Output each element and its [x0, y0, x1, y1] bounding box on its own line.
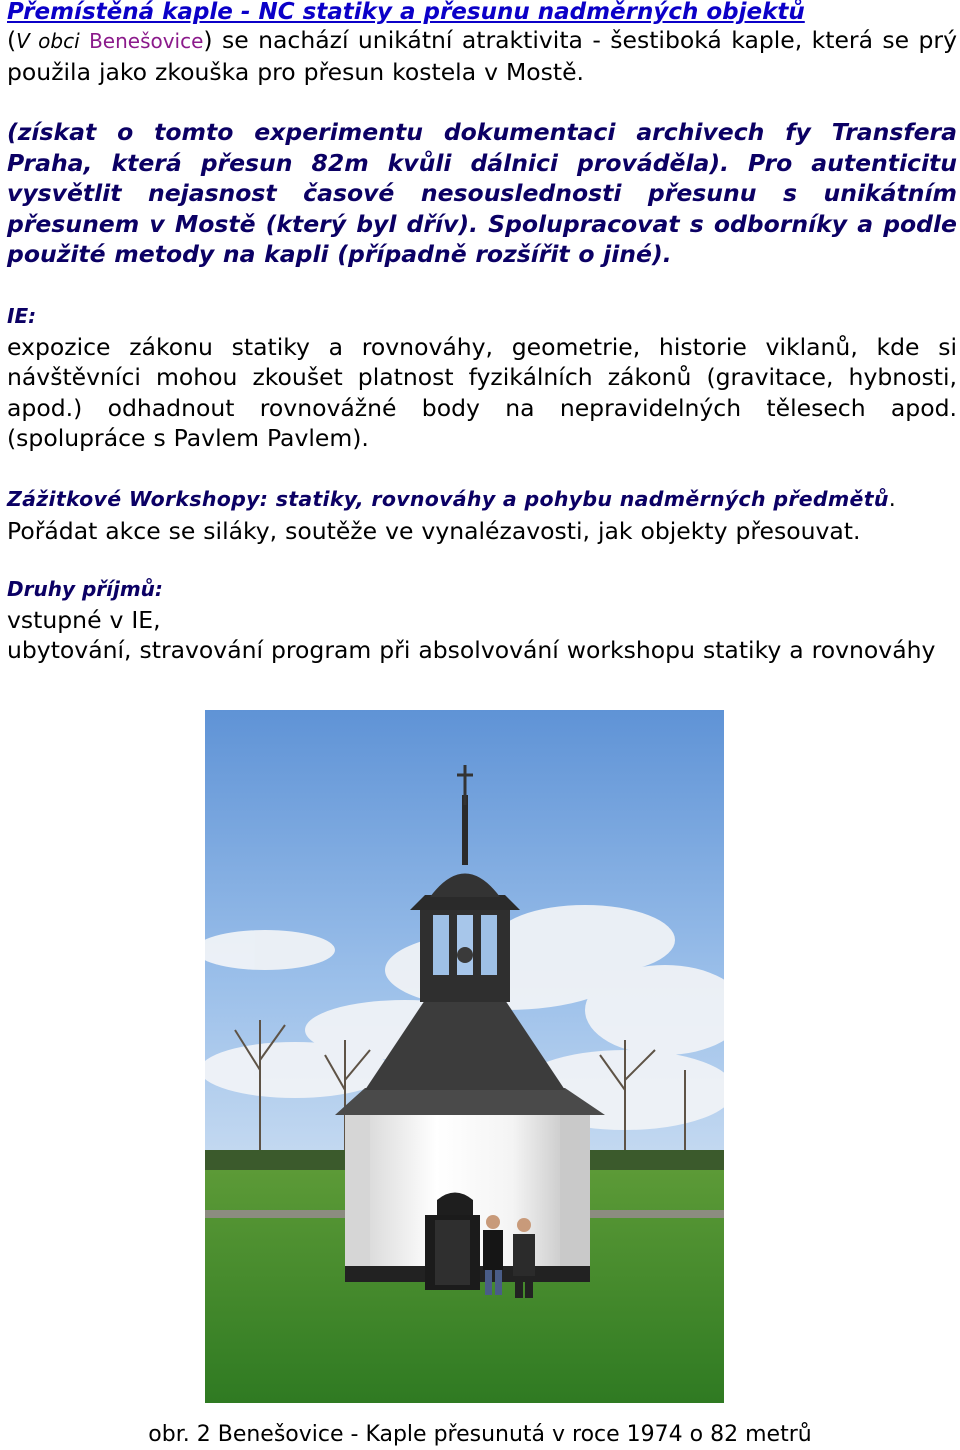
- intro-place-name: Benešovice: [89, 29, 204, 53]
- document-page: [7, 0, 957, 665]
- workshops-heading-line: [7, 484, 957, 517]
- income-line-2: ubytování, stravování program při absolvování workshopu statiky a rovnováhy: [7, 636, 936, 665]
- intro-open-paren: (: [7, 26, 17, 54]
- note-paragraph: (získat o tomto experimentu dokumentaci archivech fy Transfera Praha, která přesun 82m kvůli dálnici prováděla). Pro autenticitu vysvětlit nejasnost časové nesouslednosti přesunu s unikátním přesunem v Mostě (který byl dřív). Spolupracovat s odborníky a podle použité metody na kapli (případně rozšířit o jiné).: [7, 118, 957, 269]
- workshops-label-end: .: [888, 487, 896, 512]
- section-heading[interactable]: Přemístěná kaple - NC statiky a přesunu nadměrných objektů: [7, 0, 805, 25]
- intro-paragraph: [7, 25, 957, 87]
- ie-paragraph: expozice zákonu statiky a rovnováhy, geometrie, historie viklanů, kde si návštěvníci mohou zkoušet platnost fyzikálních zákonů (gravitace, hybnosti, apod.) odhadnout rovnovážné body na nepravidelných tělesech apod. (spolupráce s Pavlem Pavlem).: [7, 332, 957, 453]
- income-label: Druhy příjmů:: [7, 577, 163, 601]
- chapel-photo-illustration: [205, 710, 724, 1403]
- chapel-photo: [205, 710, 724, 1403]
- workshops-paragraph: Pořádat akce se siláky, soutěže ve vynalézavosti, jak objekty přesouvat.: [7, 516, 861, 545]
- intro-v-obci: V obci: [16, 29, 80, 53]
- workshops-label: Zážitkové Workshopy: statiky, rovnováhy a pohybu nadměrných předmětů: [7, 487, 889, 511]
- income-line-1: vstupné v IE,: [7, 605, 161, 634]
- figure-caption: obr. 2 Benešovice - Kaple přesunutá v roce 1974 o 82 metrů: [148, 1422, 812, 1447]
- ie-label: IE:: [7, 304, 37, 328]
- intro-rest: ) se nachází unikátní atraktivita - šestiboká kaple, která se prý použila jako zkouška pro přesun kostela v Mostě.: [7, 26, 957, 86]
